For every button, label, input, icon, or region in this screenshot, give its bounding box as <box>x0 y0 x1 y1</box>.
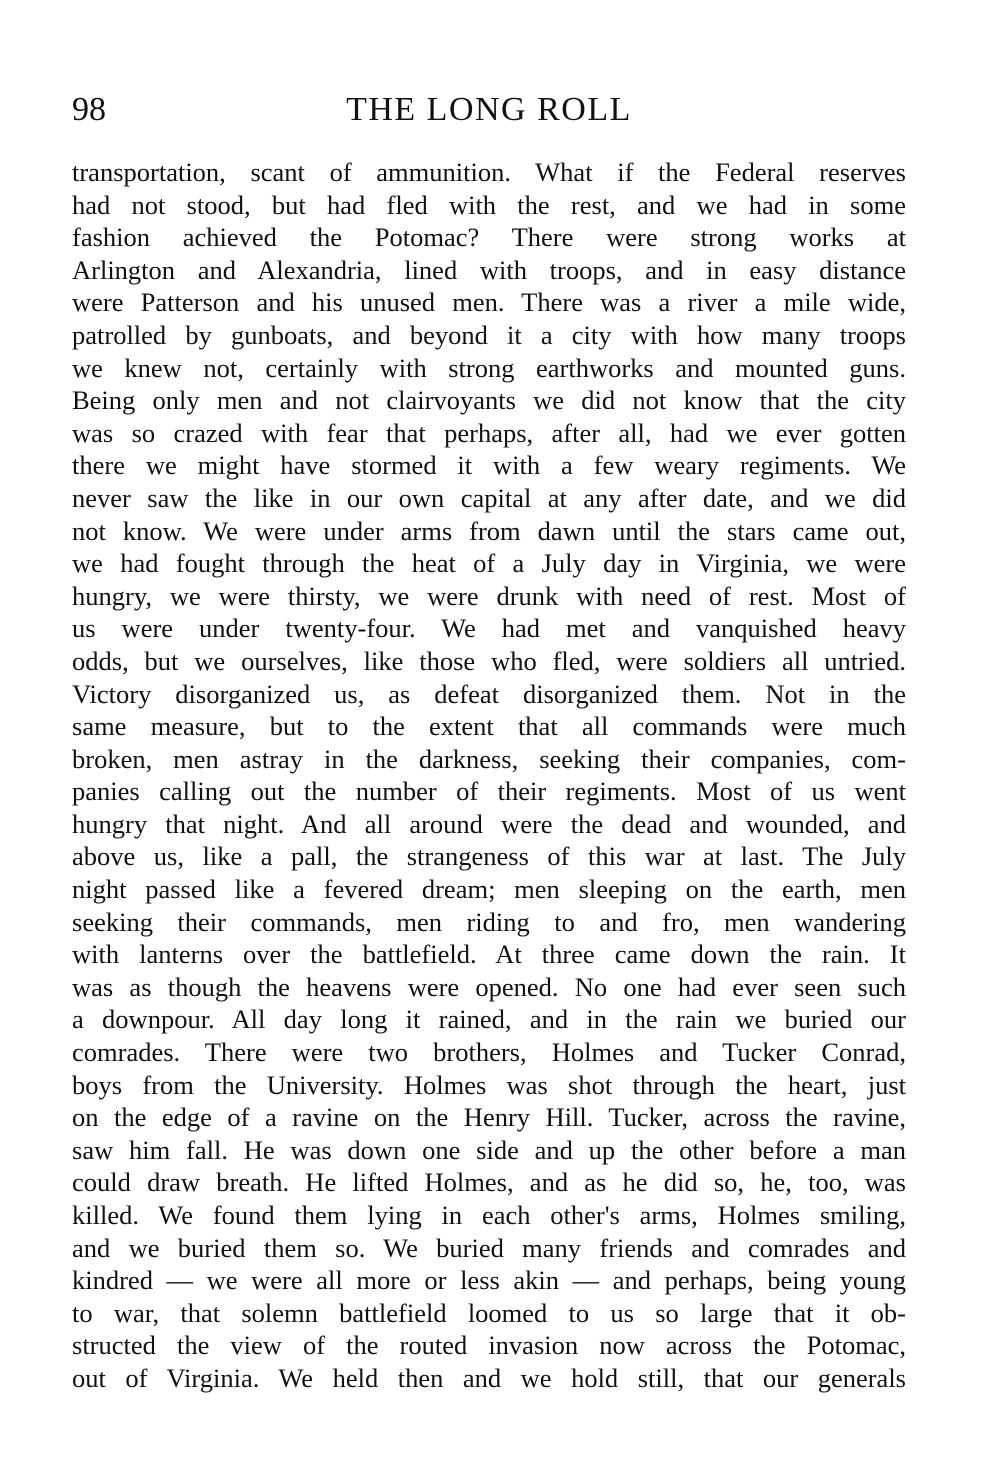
text-line: boys from the University. Holmes was shot through the heart, just <box>72 1069 906 1100</box>
text-line: we knew not, certainly with strong earthworks and mounted guns. <box>72 352 906 383</box>
text-line: never saw the like in our own capital at any after date, and we did <box>72 482 906 513</box>
text-line: and we buried them so. We buried many friends and comrades and <box>72 1232 906 1263</box>
text-line: Being only men and not clairvoyants we did not know that the city <box>72 385 906 416</box>
text-line: to war, that solemn battlefield loomed to us so large that it ob- <box>72 1297 906 1328</box>
text-line: Arlington and Alexandria, lined with troops, and in easy distance <box>72 254 906 285</box>
text-line: comrades. There were two brothers, Holmes and Tucker Conrad, <box>72 1037 906 1068</box>
body-text <box>72 156 906 1395</box>
text-line: with lanterns over the battlefield. At three came down the rain. It <box>72 939 906 970</box>
text-line: Victory disorganized us, as defeat disorganized them. Not in the <box>72 678 906 709</box>
running-head-title: THE LONG ROLL <box>346 91 632 128</box>
text-line: not know. We were under arms from dawn until the stars came out, <box>72 515 906 546</box>
text-line: same measure, but to the extent that all commands were much <box>72 711 906 742</box>
page-header <box>72 88 906 132</box>
text-line: us were under twenty-four. We had met and vanquished heavy <box>72 613 906 644</box>
text-line: was as though the heavens were opened. No one had ever seen such <box>72 971 906 1002</box>
text-line: could draw breath. He lifted Holmes, and as he did so, he, too, was <box>72 1167 906 1198</box>
text-line: night passed like a fevered dream; men sleeping on the earth, men <box>72 874 906 905</box>
text-line: were Patterson and his unused men. There was a river a mile wide, <box>72 287 906 318</box>
text-line: kindred — we were all more or less akin — and perhaps, being young <box>72 1265 906 1296</box>
text-line: hungry that night. And all around were the dead and wounded, and <box>72 808 906 839</box>
text-line: structed the view of the routed invasion now across the Potomac, <box>72 1330 906 1361</box>
text-line: odds, but we ourselves, like those who fled, were soldiers all untried. <box>72 645 906 676</box>
text-line: was so crazed with fear that perhaps, after all, had we ever gotten <box>72 417 906 448</box>
text-line: on the edge of a ravine on the Henry Hill. Tucker, across the ravine, <box>72 1102 906 1133</box>
text-line: transportation, scant of ammunition. What if the Federal reserves <box>72 157 906 187</box>
text-line: fashion achieved the Potomac? There were strong works at <box>72 222 906 253</box>
text-line: had not stood, but had fled with the rest, and we had in some <box>72 189 906 220</box>
text-line: patrolled by gunboats, and beyond it a city with how many troops <box>72 319 906 350</box>
page-number: 98 <box>72 91 106 128</box>
text-line: broken, men astray in the darkness, seeking their companies, com- <box>72 743 906 774</box>
text-line: above us, like a pall, the strangeness of this war at last. The July <box>72 841 906 872</box>
text-line: hungry, we were thirsty, we were drunk with need of rest. Most of <box>72 580 906 611</box>
text-line: panies calling out the number of their regiments. Most of us went <box>72 776 906 807</box>
text-line: a downpour. All day long it rained, and in the rain we buried our <box>72 1004 906 1035</box>
text-line: we had fought through the heat of a July day in Virginia, we were <box>72 548 906 579</box>
text-line: seeking their commands, men riding to and fro, men wandering <box>72 906 906 937</box>
text-line: out of Virginia. We held then and we hold still, that our generals <box>72 1362 906 1393</box>
text-line: there we might have stormed it with a few weary regiments. We <box>72 450 906 481</box>
text-line: saw him fall. He was down one side and up the other before a man <box>72 1134 906 1165</box>
text-line: killed. We found them lying in each other's arms, Holmes smiling, <box>72 1200 906 1230</box>
